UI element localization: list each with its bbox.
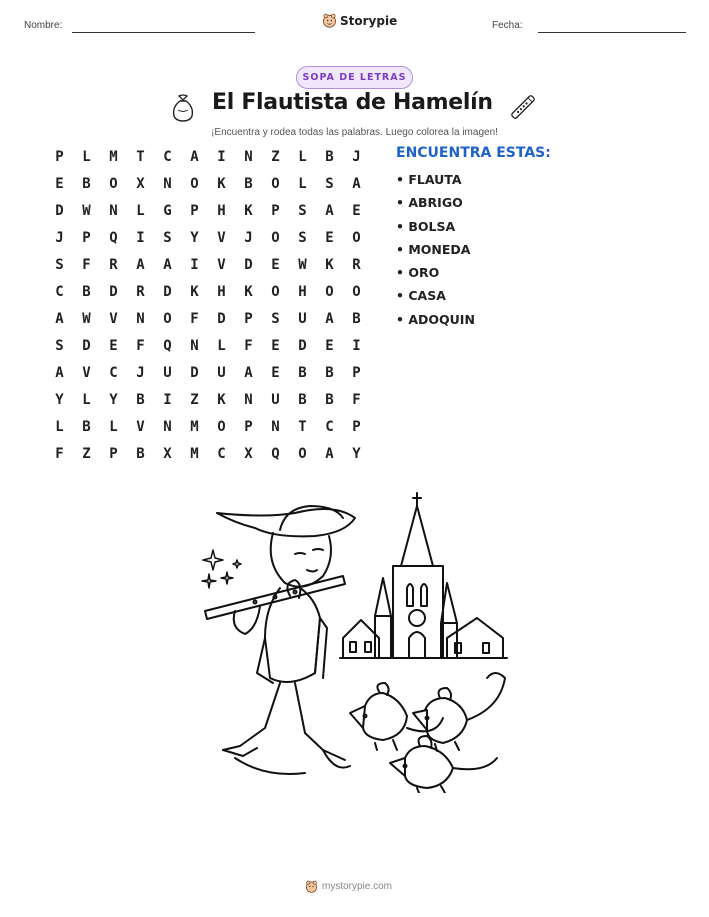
- grid-letter[interactable]: V: [109, 311, 118, 327]
- word-list-title: ENCUENTRA ESTAS:: [396, 145, 551, 161]
- grid-letter[interactable]: J: [136, 365, 145, 381]
- grid-letter[interactable]: D: [109, 284, 118, 300]
- grid-letter[interactable]: B: [136, 446, 145, 462]
- grid-letter[interactable]: O: [298, 446, 307, 462]
- grid-letter[interactable]: A: [352, 176, 361, 192]
- grid-letter[interactable]: Q: [271, 446, 280, 462]
- grid-letter[interactable]: H: [217, 284, 226, 300]
- grid-letter[interactable]: E: [271, 338, 280, 354]
- grid-letter[interactable]: B: [136, 392, 145, 408]
- grid-letter[interactable]: B: [82, 419, 91, 435]
- church: [340, 493, 507, 658]
- grid-letter[interactable]: E: [325, 338, 334, 354]
- grid-letter[interactable]: S: [163, 230, 172, 246]
- word-list-item: • ADOQUIN: [396, 311, 475, 327]
- grid-letter[interactable]: V: [136, 419, 145, 435]
- grid-letter[interactable]: F: [244, 338, 253, 354]
- grid-letter[interactable]: S: [298, 230, 307, 246]
- grid-letter[interactable]: N: [271, 419, 280, 435]
- grid-letter[interactable]: N: [163, 176, 172, 192]
- footer-url[interactable]: mystorypie.com: [322, 881, 393, 892]
- grid-letter[interactable]: M: [190, 419, 199, 435]
- grid-letter[interactable]: J: [352, 149, 361, 165]
- grid-row: [46, 337, 370, 364]
- grid-letter[interactable]: O: [325, 284, 334, 300]
- grid-letter[interactable]: D: [82, 338, 91, 354]
- grid-letter[interactable]: P: [271, 203, 280, 219]
- word-list-item: • CASA: [396, 288, 446, 304]
- grid-letter[interactable]: A: [244, 365, 253, 381]
- grid-letter[interactable]: A: [325, 203, 334, 219]
- grid-row: [46, 229, 370, 256]
- grid-letter[interactable]: S: [271, 311, 280, 327]
- grid-letter[interactable]: L: [109, 419, 118, 435]
- grid-letter[interactable]: H: [298, 284, 307, 300]
- grid-letter[interactable]: O: [190, 176, 199, 192]
- name-label: Nombre:: [24, 20, 63, 31]
- grid-letter[interactable]: C: [109, 365, 118, 381]
- grid-letter[interactable]: S: [298, 203, 307, 219]
- grid-letter[interactable]: B: [298, 365, 307, 381]
- name-field-line[interactable]: [72, 32, 255, 33]
- grid-row: [46, 364, 370, 391]
- grid-letter[interactable]: E: [109, 338, 118, 354]
- grid-row: [46, 202, 370, 229]
- grid-letter[interactable]: D: [190, 365, 199, 381]
- grid-letter[interactable]: K: [217, 176, 226, 192]
- grid-letter[interactable]: O: [163, 311, 172, 327]
- date-label: Fecha:: [492, 20, 523, 31]
- grid-letter[interactable]: B: [325, 365, 334, 381]
- grid-letter[interactable]: W: [82, 311, 91, 327]
- grid-letter[interactable]: F: [82, 257, 91, 273]
- grid-letter[interactable]: N: [244, 392, 253, 408]
- grid-letter[interactable]: O: [352, 284, 361, 300]
- grid-letter[interactable]: C: [217, 446, 226, 462]
- grid-letter[interactable]: F: [352, 392, 361, 408]
- grid-row: [46, 445, 370, 472]
- grid-letter[interactable]: I: [136, 230, 145, 246]
- brand: [322, 13, 397, 28]
- grid-letter[interactable]: K: [244, 284, 253, 300]
- grid-letter[interactable]: A: [163, 257, 172, 273]
- grid-letter[interactable]: E: [55, 176, 64, 192]
- piper: [205, 506, 355, 774]
- grid-letter[interactable]: L: [82, 149, 91, 165]
- money-bag-icon: [170, 92, 196, 122]
- grid-letter[interactable]: W: [298, 257, 307, 273]
- grid-letter[interactable]: O: [271, 284, 280, 300]
- grid-letter[interactable]: I: [190, 257, 199, 273]
- grid-letter[interactable]: K: [244, 203, 253, 219]
- grid-letter[interactable]: B: [352, 311, 361, 327]
- grid-letter[interactable]: C: [55, 284, 64, 300]
- grid-letter[interactable]: J: [55, 230, 64, 246]
- grid-letter[interactable]: C: [325, 419, 334, 435]
- grid-letter[interactable]: D: [217, 311, 226, 327]
- grid-letter[interactable]: B: [325, 149, 334, 165]
- grid-letter[interactable]: L: [217, 338, 226, 354]
- grid-letter[interactable]: U: [298, 311, 307, 327]
- grid-letter[interactable]: N: [109, 203, 118, 219]
- grid-letter[interactable]: D: [163, 284, 172, 300]
- grid-letter[interactable]: L: [298, 176, 307, 192]
- grid-letter[interactable]: P: [190, 203, 199, 219]
- grid-letter[interactable]: R: [352, 257, 361, 273]
- grid-letter[interactable]: S: [55, 257, 64, 273]
- grid-letter[interactable]: P: [244, 419, 253, 435]
- grid-letter[interactable]: D: [298, 338, 307, 354]
- grid-letter[interactable]: A: [325, 311, 334, 327]
- grid-letter[interactable]: X: [244, 446, 253, 462]
- grid-letter[interactable]: N: [163, 419, 172, 435]
- grid-row: [46, 148, 370, 175]
- grid-letter[interactable]: K: [190, 284, 199, 300]
- grid-letter[interactable]: Z: [271, 149, 280, 165]
- grid-letter[interactable]: U: [271, 392, 280, 408]
- grid-letter[interactable]: M: [190, 446, 199, 462]
- grid-letter[interactable]: A: [55, 311, 64, 327]
- grid-letter[interactable]: T: [298, 419, 307, 435]
- word-search-badge: SOPA DE LETRAS: [296, 66, 413, 89]
- grid-row: [46, 310, 370, 337]
- grid-letter[interactable]: L: [82, 392, 91, 408]
- pied-piper-illustration: [195, 488, 515, 793]
- grid-row: [46, 391, 370, 418]
- grid-letter[interactable]: F: [190, 311, 199, 327]
- grid-letter[interactable]: K: [217, 392, 226, 408]
- grid-letter[interactable]: P: [55, 149, 64, 165]
- grid-letter[interactable]: E: [271, 257, 280, 273]
- word-list-item: • BOLSA: [396, 218, 456, 234]
- grid-letter[interactable]: E: [271, 365, 280, 381]
- instructions: ¡Encuentra y rodea todas las palabras. Luego colorea la imagen!: [211, 127, 498, 138]
- word-list-item: • FLAUTA: [396, 172, 462, 187]
- grid-letter[interactable]: L: [55, 419, 64, 435]
- letter-grid: [46, 148, 370, 472]
- grid-letter[interactable]: B: [325, 392, 334, 408]
- grid-letter[interactable]: N: [136, 311, 145, 327]
- grid-letter[interactable]: P: [352, 419, 361, 435]
- grid-letter[interactable]: N: [244, 149, 253, 165]
- grid-letter[interactable]: Y: [109, 392, 118, 408]
- grid-letter[interactable]: V: [217, 257, 226, 273]
- grid-letter[interactable]: E: [352, 203, 361, 219]
- grid-letter[interactable]: P: [82, 230, 91, 246]
- grid-letter[interactable]: Y: [55, 392, 64, 408]
- word-list: [396, 172, 475, 335]
- grid-letter[interactable]: B: [298, 392, 307, 408]
- grid-letter[interactable]: P: [109, 446, 118, 462]
- grid-letter[interactable]: D: [244, 257, 253, 273]
- grid-letter[interactable]: A: [325, 446, 334, 462]
- grid-letter[interactable]: Q: [163, 338, 172, 354]
- title-row: [0, 90, 709, 124]
- grid-letter[interactable]: V: [82, 365, 91, 381]
- grid-letter[interactable]: G: [163, 203, 172, 219]
- grid-letter[interactable]: O: [352, 230, 361, 246]
- grid-letter[interactable]: F: [55, 446, 64, 462]
- grid-letter[interactable]: P: [244, 311, 253, 327]
- grid-letter[interactable]: Z: [82, 446, 91, 462]
- grid-letter[interactable]: I: [217, 149, 226, 165]
- grid-row: [46, 256, 370, 283]
- footer: [305, 880, 392, 893]
- grid-letter[interactable]: O: [271, 176, 280, 192]
- grid-letter[interactable]: S: [55, 338, 64, 354]
- grid-letter[interactable]: L: [298, 149, 307, 165]
- grid-letter[interactable]: R: [109, 257, 118, 273]
- grid-letter[interactable]: N: [190, 338, 199, 354]
- grid-letter[interactable]: B: [244, 176, 253, 192]
- grid-letter[interactable]: O: [217, 419, 226, 435]
- footer-logo-icon: [305, 880, 318, 893]
- word-list-item: • ABRIGO: [396, 195, 463, 211]
- grid-row: [46, 175, 370, 202]
- grid-letter[interactable]: X: [136, 176, 145, 192]
- grid-letter[interactable]: A: [55, 365, 64, 381]
- grid-letter[interactable]: H: [217, 203, 226, 219]
- grid-letter[interactable]: K: [325, 257, 334, 273]
- grid-letter[interactable]: V: [217, 230, 226, 246]
- date-field-line[interactable]: [538, 32, 686, 33]
- grid-letter[interactable]: E: [325, 230, 334, 246]
- grid-letter[interactable]: F: [136, 338, 145, 354]
- grid-letter[interactable]: L: [136, 203, 145, 219]
- grid-letter[interactable]: M: [109, 149, 118, 165]
- grid-letter[interactable]: I: [163, 392, 172, 408]
- grid-letter[interactable]: Q: [109, 230, 118, 246]
- grid-letter[interactable]: A: [136, 257, 145, 273]
- grid-letter[interactable]: Y: [190, 230, 199, 246]
- page-title: El Flautista de Hamelín: [212, 90, 493, 115]
- grid-letter[interactable]: W: [82, 203, 91, 219]
- brand-name: Storypie: [340, 13, 398, 28]
- grid-letter[interactable]: B: [82, 176, 91, 192]
- grid-letter[interactable]: T: [136, 149, 145, 165]
- grid-letter[interactable]: Y: [352, 446, 361, 462]
- grid-letter[interactable]: U: [163, 365, 172, 381]
- grid-row: [46, 418, 370, 445]
- grid-letter[interactable]: U: [217, 365, 226, 381]
- grid-letter[interactable]: O: [271, 230, 280, 246]
- grid-letter[interactable]: S: [325, 176, 334, 192]
- grid-letter[interactable]: P: [352, 365, 361, 381]
- storypie-logo-icon: [322, 13, 337, 28]
- grid-letter[interactable]: Z: [190, 392, 199, 408]
- grid-letter[interactable]: J: [244, 230, 253, 246]
- grid-letter[interactable]: O: [109, 176, 118, 192]
- sparkles: [202, 550, 241, 588]
- grid-letter[interactable]: I: [352, 338, 361, 354]
- word-list-item: • MONEDA: [396, 241, 471, 257]
- grid-letter[interactable]: B: [82, 284, 91, 300]
- flute-icon: [508, 92, 538, 122]
- grid-letter[interactable]: C: [163, 149, 172, 165]
- grid-letter[interactable]: A: [190, 149, 199, 165]
- grid-row: [46, 283, 370, 310]
- grid-letter[interactable]: X: [163, 446, 172, 462]
- word-list-item: • ORO: [396, 265, 440, 281]
- grid-letter[interactable]: R: [136, 284, 145, 300]
- rats: [350, 673, 505, 793]
- grid-letter[interactable]: D: [55, 203, 64, 219]
